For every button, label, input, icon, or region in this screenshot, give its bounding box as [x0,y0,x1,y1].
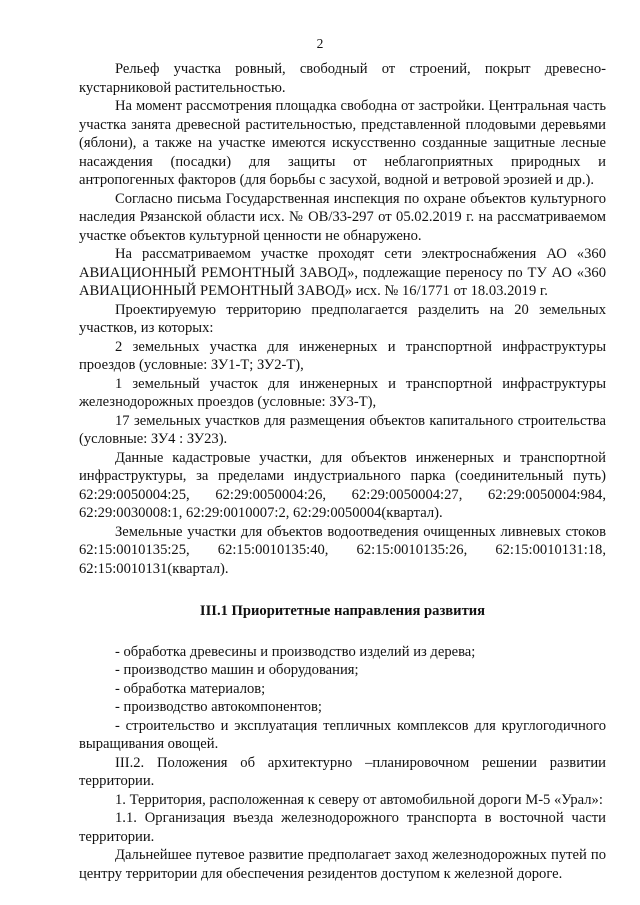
list-item: - строительство и эксплуатация тепличных комплексов для круглогодичного выращивания овощей. [79,717,606,752]
paragraph-heritage: Согласно письма Государственная инспекция по охране объектов культурного наследия Рязанской области исх. № ОВ/33-297 от 05.02.2019 г. на рассматриваемом участке объектов культурной ценности не обнаружено. [79,190,606,244]
list-item: - обработка материалов; [115,680,266,697]
paragraph-relief: Рельеф участка ровный, свободный от строений, покрыт древесно-кустарниковой растительностью. [79,61,606,96]
paragraph-territory-north: 1. Территория, расположенная к северу от автомобильной дороги М-5 «Урал»: [115,791,603,808]
paragraph-railway-entry: 1.1. Организация въезда железнодорожного транспорта в восточной части территории. [79,810,606,845]
paragraph-transport-plots: 2 земельных участка для инженерных и транспортной инфраструктуры проездов (условные: ЗУ1-Т; ЗУ2-Т), [79,338,606,373]
paragraph-power-networks: На рассматриваемом участке проходят сети электроснабжения АО «360 АВИАЦИОННЫЙ РЕМОНТНЫЙ ЗАВОД», подлежащие переносу по ТУ АО «360 АВИАЦИОННЫЙ РЕМОНТНЫЙ ЗАВОД» исх. № 16/1771 от 18.03.2019 г. [79,246,606,299]
paragraph-site-status: На момент рассмотрения площадка свободна от застройки. Центральная часть участка занята древесной растительностью, представленной плодовыми деревьями (яблони), а также на участке имеются искусственно созданные защитные лесные насаждения (посадки) для защиты от неблагоприятных природных и антропогенных факторов (для борьбы с засухой, водной и ветровой эрозией и др.). [79,98,606,188]
paragraph-construction-plots: 17 земельных участков для размещения объектов капитального строительства (условные: ЗУ4 : ЗУ23). [79,412,606,447]
priority-list [79,643,606,754]
page-number: 2 [316,36,324,51]
paragraph-division: Проектируемую территорию предполагается разделить на 20 земельных участков, из которых: [79,301,606,336]
list-item: - производство машин и оборудования; [115,662,359,678]
paragraph-planning-heading: III.2. Положения об архитектурно –планировочном решении развитии территории. [79,754,606,789]
list-item: - обработка древесины и производство изделий из дерева; [115,643,476,660]
paragraph-track-development: Дальнейшее путевое развитие предполагает заход железнодорожных путей по центру территории для обеспечения резидентов доступом к железной дороге. [79,847,606,882]
list-item: - производство автокомпонентов; [115,699,322,715]
paragraph-railway-plot: 1 земельный участок для инженерных и транспортной инфраструктуры железнодорожных проездов (условные: ЗУ3-Т), [79,375,606,410]
section-title: III.1 Приоритетные направления развития [199,603,486,619]
paragraph-drainage-plots: Земельные участки для объектов водоотведения очищенных ливневых стоков 62:15:0010135:25, 62:15:0010135:40, 62:15:0010135:26, 62:15:0010131:18, 62:15:0010131(квартал). [79,523,606,577]
document-body [79,60,606,883]
paragraph-cadastral-plots: Данные кадастровые участки, для объектов инженерных и транспортной инфраструктуры, за пределами индустриального парка (соединительный путь) 62:29:0050004:25, 62:29:0050004:26, 62:29:0050004:27, 62:29:0050004:984, 62:29:0030008:1, 62:29:0010007:2, 62:29:0050004(квартал). [79,449,606,521]
